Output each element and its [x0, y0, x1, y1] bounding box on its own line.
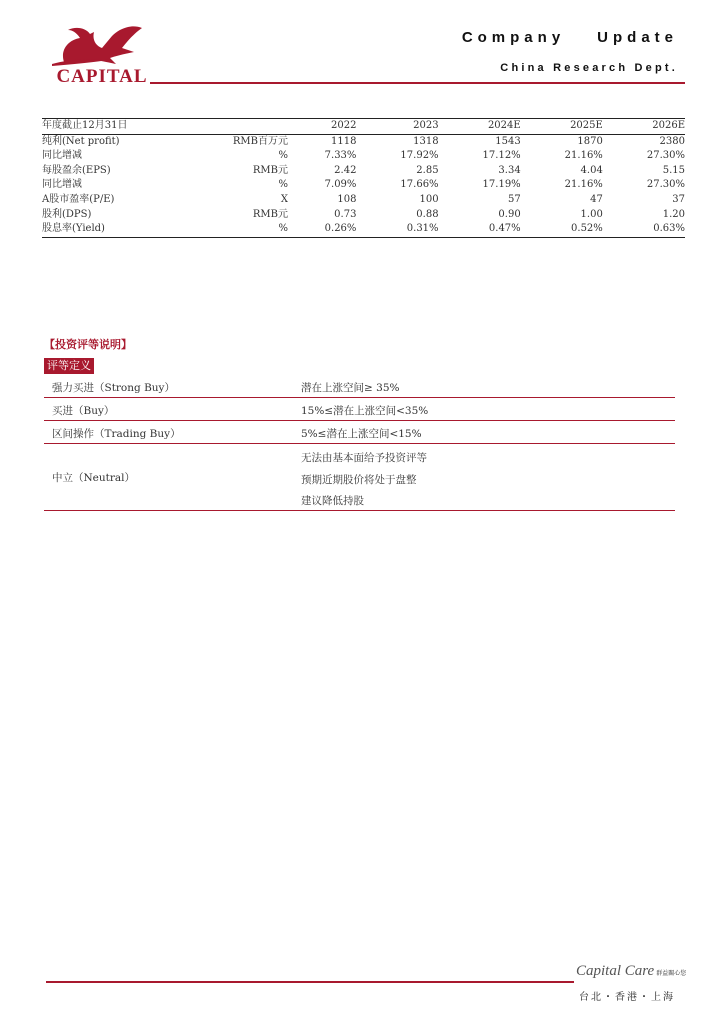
rating-row: 区间操作（Trading Buy） 5%≤潜在上涨空间<15%	[44, 421, 675, 444]
table-row: A股市盈率(P/E) X 108 100 57 47 37	[42, 193, 685, 205]
rating-definition-badge: 评等定义	[44, 358, 94, 374]
logo-wordmark: CAPITAL	[56, 66, 148, 87]
table-row: 每股盈余(EPS) RMB元 2.42 2.85 3.34 4.04 5.15	[42, 164, 685, 176]
financial-table	[42, 118, 685, 238]
rating-description: 无法由基本面给予投资评等 预期近期股价将处于盘整 建议降低持股	[301, 452, 427, 507]
rating-table	[44, 375, 675, 511]
table-row: 同比增减 % 7.09% 17.66% 17.19% 21.16% 27.30%	[42, 179, 685, 191]
page-title: Company Update	[461, 29, 678, 46]
table-row: 同比增减 % 7.33% 17.92% 17.12% 21.16% 27.30%	[42, 150, 685, 162]
footer-divider	[46, 981, 574, 983]
rating-row: 强力买进（Strong Buy） 潜在上涨空间≥ 35%	[44, 375, 675, 398]
header-divider	[150, 82, 685, 84]
rating-row: 买进（Buy） 15%≤潜在上涨空间<35%	[44, 398, 675, 421]
rating-row: 中立（Neutral） 无法由基本面给予投资评等 预期近期股价将处于盘整 建议降低持股	[44, 444, 675, 511]
page-subtitle: China Research Dept.	[500, 62, 678, 74]
footer-cities: 台北・香港・上海	[579, 992, 675, 1003]
table-row: 纯利(Net profit) RMB百万元 1118 1318 1543 1870 2380	[42, 135, 685, 147]
company-logo	[46, 22, 158, 86]
footer-logo: Capital Care 群益關心您	[576, 963, 687, 979]
eagle-icon	[46, 22, 158, 70]
table-row: 股息率(Yield) % 0.26% 0.31% 0.47% 0.52% 0.63%	[42, 222, 685, 237]
table-header-row: 年度截止12月31日 2022 2023 2024E 2025E 2026E	[42, 119, 685, 135]
rating-section-title: 【投资评等说明】	[44, 338, 132, 351]
table-row: 股利(DPS) RMB元 0.73 0.88 0.90 1.00 1.20	[42, 208, 685, 220]
